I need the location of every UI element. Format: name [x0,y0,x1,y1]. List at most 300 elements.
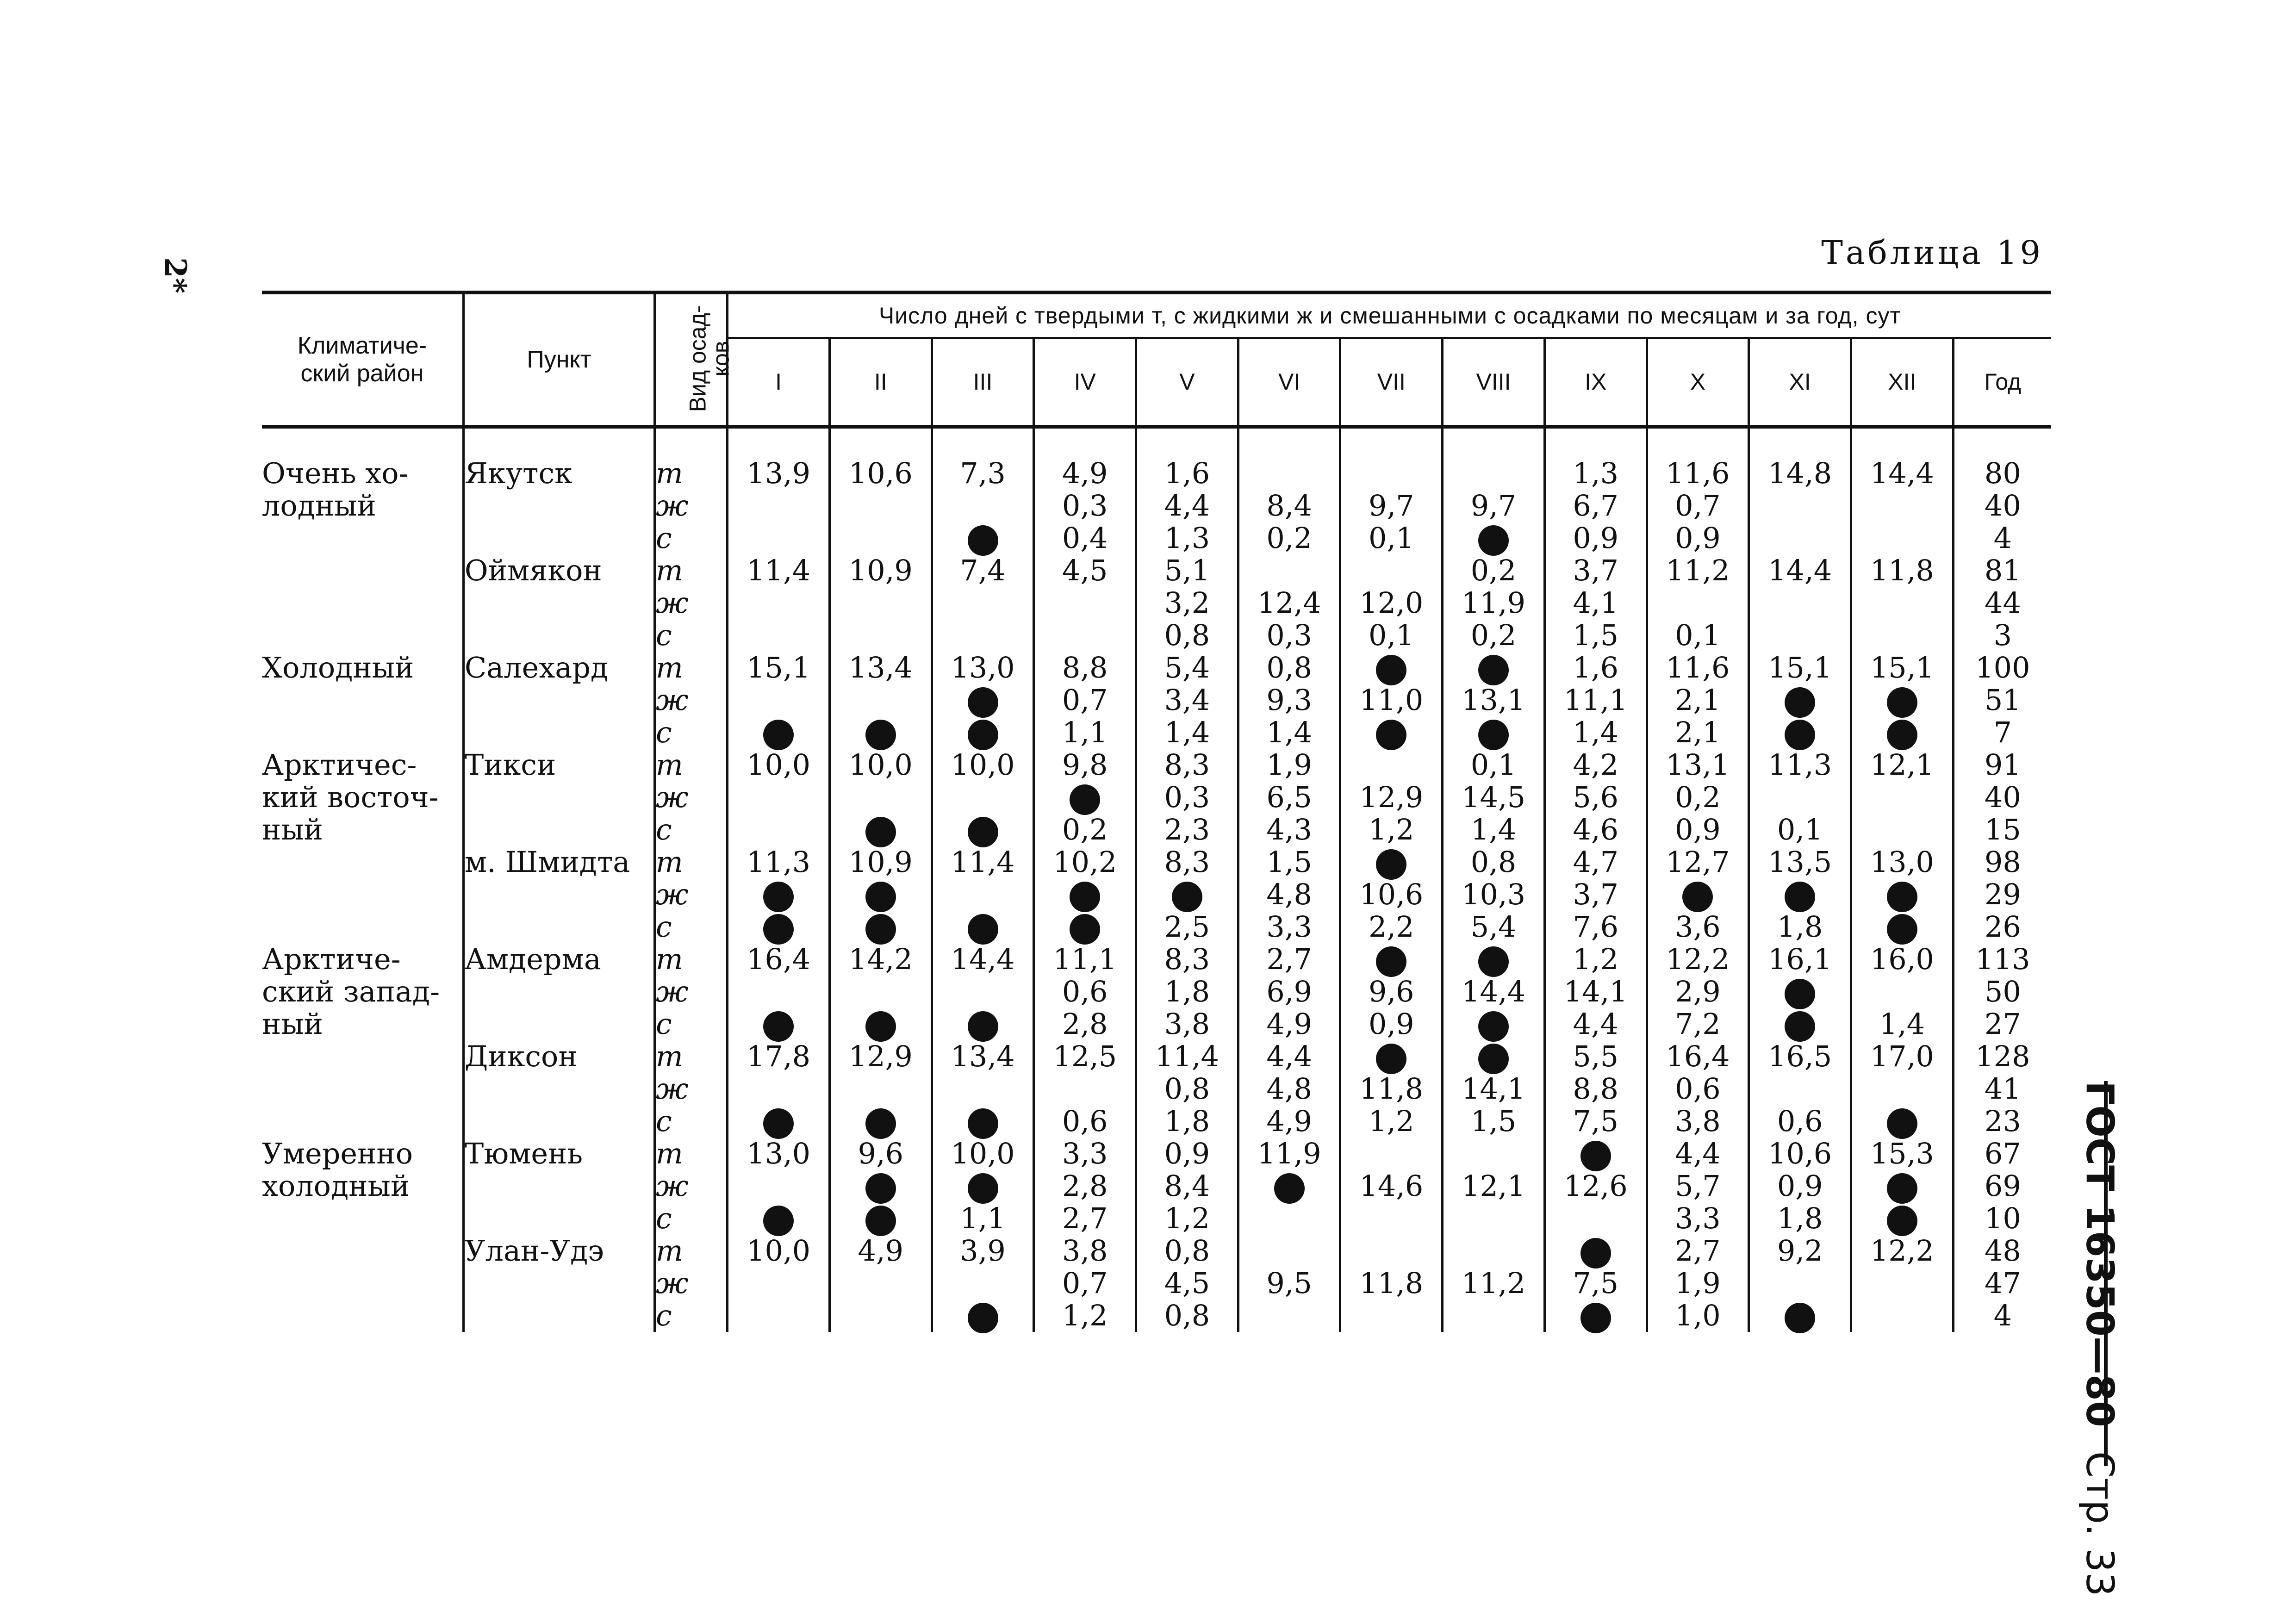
value: 7,6 [1573,910,1619,944]
month-cell [1647,554,1749,652]
month-cell [728,554,830,652]
month-cell [1749,1040,1851,1138]
month-cell [1136,554,1238,652]
month-cell [1034,427,1136,554]
value: 12,2 [1870,1234,1934,1268]
dot-icon [1376,946,1406,977]
value: 40 [1984,780,2021,814]
value: 10,3 [1462,877,1526,911]
month-cell [728,943,830,1040]
value [1852,490,1952,522]
dot-icon [1580,1238,1611,1269]
value [831,522,931,554]
month-cell [1544,846,1647,943]
month-cell [1647,749,1749,846]
dot-icon [763,914,794,945]
value [831,976,931,1008]
month-cell [829,1040,932,1138]
trace-precipitation-mark [831,911,931,943]
dot-icon [1274,1173,1305,1204]
dot-icon [1887,687,1917,718]
trace-precipitation-mark [1239,1170,1339,1202]
value: 4,5 [1062,553,1108,587]
value: 11,4 [747,553,811,587]
point-cell: Салехард [463,652,654,749]
month-cell [1136,943,1238,1040]
value: 15,3 [1870,1137,1934,1170]
point-cell: м. Шмидта [463,846,654,943]
dot-icon [1785,1011,1815,1042]
month-cell [728,427,830,554]
kind-label: ж [656,780,689,814]
month-cell [932,427,1034,554]
table-title: Таблица 19 [1821,234,2043,272]
value: 48 [1984,1234,2021,1268]
point-cell: Улан-Удэ [463,1235,654,1332]
value: 9,8 [1062,748,1108,782]
value: 4,9 [1266,1007,1312,1041]
value: 11,6 [1666,651,1730,684]
value: 2,5 [1164,910,1210,944]
dot-icon [968,1011,998,1042]
trace-precipitation-mark [1341,943,1441,976]
month-cell [1340,554,1443,652]
value: 9,7 [1369,489,1414,522]
table-row [262,652,2051,749]
month-cell [1749,749,1851,846]
month-cell [1340,652,1443,749]
trace-precipitation-mark [728,1105,828,1138]
value [1852,1073,1952,1105]
table-row [262,1138,2051,1235]
month-cell [1034,846,1136,943]
month-cell [1238,846,1340,943]
value: 1,8 [1777,910,1823,944]
kind-label: т [656,748,683,782]
month-cell [1647,652,1749,749]
dot-icon [763,1108,794,1139]
month-cell [1647,943,1749,1040]
value: 50 [1984,975,2021,1008]
month-cell [1238,749,1340,846]
kind-cell [655,943,728,1040]
value: 4,1 [1573,586,1619,620]
month-cell [1136,749,1238,846]
header-month-3: III [932,338,1034,427]
value: 0,1 [1369,521,1414,555]
trace-precipitation-mark [831,1202,931,1235]
month-cell [728,749,830,846]
value: 4,7 [1573,845,1619,879]
dot-icon [1785,1303,1815,1333]
month-cell [1340,1040,1443,1138]
month-cell [1238,427,1340,554]
value: 11,8 [1359,1072,1424,1106]
region-cell [262,846,463,943]
value [728,781,828,814]
value: 14,2 [848,942,913,976]
value: 0,2 [1266,521,1312,555]
year-cell [1953,749,2051,846]
value [1852,619,1952,652]
table-row [262,846,2051,943]
trace-precipitation-mark [728,1202,828,1235]
month-cell [829,652,932,749]
region-cell: Умеренно холодный [262,1137,413,1203]
point-cell: Тикси [463,749,654,846]
header-kind-label: Вид осад- ков [684,305,734,412]
dot-icon [1478,525,1509,556]
value: 8,8 [1062,651,1108,684]
trace-precipitation-mark [728,911,828,943]
value: 1,8 [1164,975,1210,1008]
dot-icon [1785,720,1815,750]
value [1750,522,1850,554]
value: 2,9 [1675,975,1721,1008]
value: 1,5 [1470,1104,1517,1138]
dot-icon [1478,720,1509,750]
value: 3,8 [1062,1234,1108,1268]
value: 69 [1984,1169,2021,1203]
month-cell [1034,943,1136,1040]
value [1852,814,1952,846]
value [728,587,828,619]
value: 9,6 [1369,975,1414,1008]
month-cell [1340,1235,1443,1332]
kind-label: с [656,1299,672,1332]
value: 1,4 [1470,813,1517,846]
month-cell [1443,554,1545,652]
value: 11,2 [1462,1266,1526,1300]
value: 13,0 [951,651,1015,684]
value: 2,7 [1675,1234,1721,1268]
trace-precipitation-mark [1852,911,1952,943]
value: 0,9 [1777,1169,1823,1203]
value: 13,1 [1666,748,1730,782]
value: 4,3 [1266,813,1312,846]
trace-precipitation-mark [831,814,931,846]
header-month-4: IV [1034,338,1136,427]
value [831,781,931,814]
value [1035,587,1135,619]
value [1239,1235,1339,1267]
month-cell [1851,749,1953,846]
value: 4,9 [858,1234,904,1268]
month-cell [1443,846,1545,943]
value: 7 [1993,715,2012,749]
value: 2,2 [1369,910,1414,944]
month-cell [829,427,932,554]
value: 0,6 [1675,1072,1721,1106]
trace-precipitation-mark [1750,976,1850,1008]
value: 7,3 [960,456,1006,490]
trace-precipitation-mark [933,1170,1033,1202]
value: 13,0 [1870,845,1934,879]
kind-cell [655,1138,728,1235]
month-cell [829,1138,932,1235]
dot-icon [1682,882,1713,912]
value [1341,1202,1441,1235]
value: 0,8 [1470,845,1517,879]
month-cell [1443,1040,1545,1138]
value: 4,9 [1062,456,1108,490]
dot-icon [865,817,896,847]
value: 0,1 [1470,748,1517,782]
table-body [262,427,2051,1332]
month-cell [1544,1138,1647,1235]
value: 0,2 [1675,780,1721,814]
value: 0,1 [1675,618,1721,652]
value [728,490,828,522]
dot-icon [1376,1044,1406,1074]
value: 13,4 [848,651,913,684]
point-cell: Амдерма [463,943,654,1040]
value: 1,3 [1573,456,1619,490]
kind-label: ж [656,1266,689,1300]
value: 0,8 [1266,651,1312,684]
value: 2,7 [1266,942,1312,976]
month-cell [1544,427,1647,554]
dot-icon [968,687,998,718]
month-cell [1544,749,1647,846]
trace-precipitation-mark [1750,716,1850,749]
month-cell [1238,943,1340,1040]
trace-precipitation-mark [1750,878,1850,911]
trace-precipitation-mark [1341,716,1441,749]
value [1852,1267,1952,1300]
value: 0,7 [1062,683,1108,717]
value: 10,0 [747,1234,811,1268]
trace-precipitation-mark [1852,1105,1952,1138]
value [728,814,828,846]
value: 9,5 [1266,1266,1312,1300]
value [831,490,931,522]
value: 5,5 [1573,1039,1619,1073]
value [1750,490,1850,522]
dot-icon [763,1011,794,1042]
year-cell [1953,1040,2051,1138]
value: 4,5 [1164,1266,1210,1300]
value [728,619,828,652]
value: 11,3 [747,845,811,879]
trace-precipitation-mark [1852,716,1952,749]
trace-precipitation-mark [1750,1300,1850,1332]
value: 4,6 [1573,813,1619,846]
value: 11,4 [951,845,1015,879]
value: 0,8 [1164,1299,1210,1332]
value [1750,587,1850,619]
trace-precipitation-mark [933,684,1033,716]
dot-icon [968,1173,998,1204]
header-kind [655,292,734,427]
value: 1,0 [1675,1299,1721,1332]
month-cell [1851,846,1953,943]
value: 0,6 [1062,975,1108,1008]
value: 4,8 [1266,877,1312,911]
kind-label: ж [656,1169,689,1203]
value: 91 [1984,748,2021,782]
value: 2,7 [1062,1201,1108,1235]
trace-precipitation-mark [1852,878,1952,911]
value: 16,0 [1870,942,1934,976]
month-cell [829,1235,932,1332]
value: 11,3 [1768,748,1832,782]
kind-cell [655,846,728,943]
value: 8,4 [1266,489,1312,522]
dot-icon [1785,687,1815,718]
value [1750,781,1850,814]
value: 16,4 [747,942,811,976]
month-cell [932,652,1034,749]
value [1239,554,1339,587]
value: 17,8 [747,1039,811,1073]
value: 1,2 [1369,1104,1414,1138]
dot-icon [1070,784,1100,815]
value [933,781,1033,814]
trace-precipitation-mark [728,1008,828,1040]
value [1341,1300,1441,1332]
trace-precipitation-mark [933,1008,1033,1040]
kind-label: ж [656,683,689,717]
value [831,619,931,652]
value [728,1073,828,1105]
trace-precipitation-mark [1546,1138,1646,1170]
value [1341,1138,1441,1170]
dot-icon [1785,979,1815,1009]
value: 12,1 [1462,1169,1526,1203]
value: 3 [1993,618,2012,652]
trace-precipitation-mark [1750,684,1850,716]
dot-icon [1478,1011,1509,1042]
value: 3,8 [1675,1104,1721,1138]
value: 10,0 [951,748,1015,782]
value: 0,9 [1369,1007,1414,1041]
dot-icon [1376,655,1406,685]
header-month-9: IX [1544,338,1647,427]
month-cell [1238,554,1340,652]
value: 81 [1984,553,2021,587]
region-cell [262,1235,463,1332]
value: 1,1 [960,1201,1006,1235]
value [1750,1267,1850,1300]
value: 4,4 [1573,1007,1619,1041]
value: 10,0 [848,748,913,782]
value: 0,3 [1062,489,1108,522]
value [1852,976,1952,1008]
value: 4 [1993,521,2012,555]
month-cell [1544,652,1647,749]
year-cell [1953,652,2051,749]
kind-label: ж [656,586,689,620]
trace-precipitation-mark [1852,1202,1952,1235]
trace-precipitation-mark [1341,652,1441,684]
value: 1,4 [1879,1007,1925,1041]
precipitation-days-table [262,291,2051,1332]
value: 47 [1984,1266,2021,1300]
year-cell [1953,427,2051,554]
value [831,587,931,619]
value: 98 [1984,845,2021,879]
trace-precipitation-mark [1341,1040,1441,1073]
value: 4 [1993,1299,2012,1332]
kind-label: с [656,715,672,749]
value: 1,6 [1164,456,1210,490]
value: 11,6 [1666,456,1730,490]
month-cell [1136,427,1238,554]
value: 1,3 [1164,521,1210,555]
value: 1,9 [1266,748,1312,782]
month-cell [1544,1235,1647,1332]
value: 14,4 [1768,553,1832,587]
value: 1,2 [1164,1201,1210,1235]
month-cell [1647,846,1749,943]
month-cell [829,749,932,846]
header-year: Год [1953,338,2051,427]
value: 10,6 [1768,1137,1832,1170]
value [1444,1138,1543,1170]
value [1750,619,1850,652]
month-cell [1443,1235,1545,1332]
trace-precipitation-mark [831,1105,931,1138]
value: 3,7 [1573,877,1619,911]
value: 1,8 [1777,1201,1823,1235]
value: 1,4 [1266,715,1312,749]
value: 100 [1975,651,2030,684]
month-cell [1749,1138,1851,1235]
value [831,1300,931,1332]
value: 5,6 [1573,780,1619,814]
value: 10,6 [1359,877,1424,911]
value: 0,2 [1470,553,1517,587]
dot-icon [1887,1173,1917,1204]
dot-icon [1070,882,1100,912]
month-cell [1238,1235,1340,1332]
value: 11,1 [1563,683,1628,717]
header-month-11: XI [1749,338,1851,427]
kind-cell [655,1040,728,1138]
month-cell [932,554,1034,652]
header-month-2: II [829,338,932,427]
point-cell: Тюмень [463,1138,654,1235]
side-caption [2078,1081,2122,1597]
month-cell [728,846,830,943]
trace-precipitation-mark [1137,878,1237,911]
kind-cell [655,749,728,846]
header-month-8: VIII [1443,338,1545,427]
month-cell [1034,1235,1136,1332]
value: 0,8 [1164,1072,1210,1106]
header-month-10: X [1647,338,1749,427]
kind-label: с [656,1007,672,1041]
value: 3,4 [1164,683,1210,717]
month-cell [1544,1040,1647,1138]
value [831,684,931,716]
value: 10,0 [951,1137,1015,1170]
value: 5,1 [1164,553,1210,587]
trace-precipitation-mark [933,1105,1033,1138]
value [933,1073,1033,1105]
value [933,490,1033,522]
trace-precipitation-mark [1444,1040,1543,1073]
trace-precipitation-mark [1444,652,1543,684]
value: 1,2 [1369,813,1414,846]
value: 1,2 [1573,942,1619,976]
kind-label: т [656,942,683,976]
value [728,1300,828,1332]
value [1648,587,1748,619]
month-cell [1136,1138,1238,1235]
dot-icon [968,720,998,750]
